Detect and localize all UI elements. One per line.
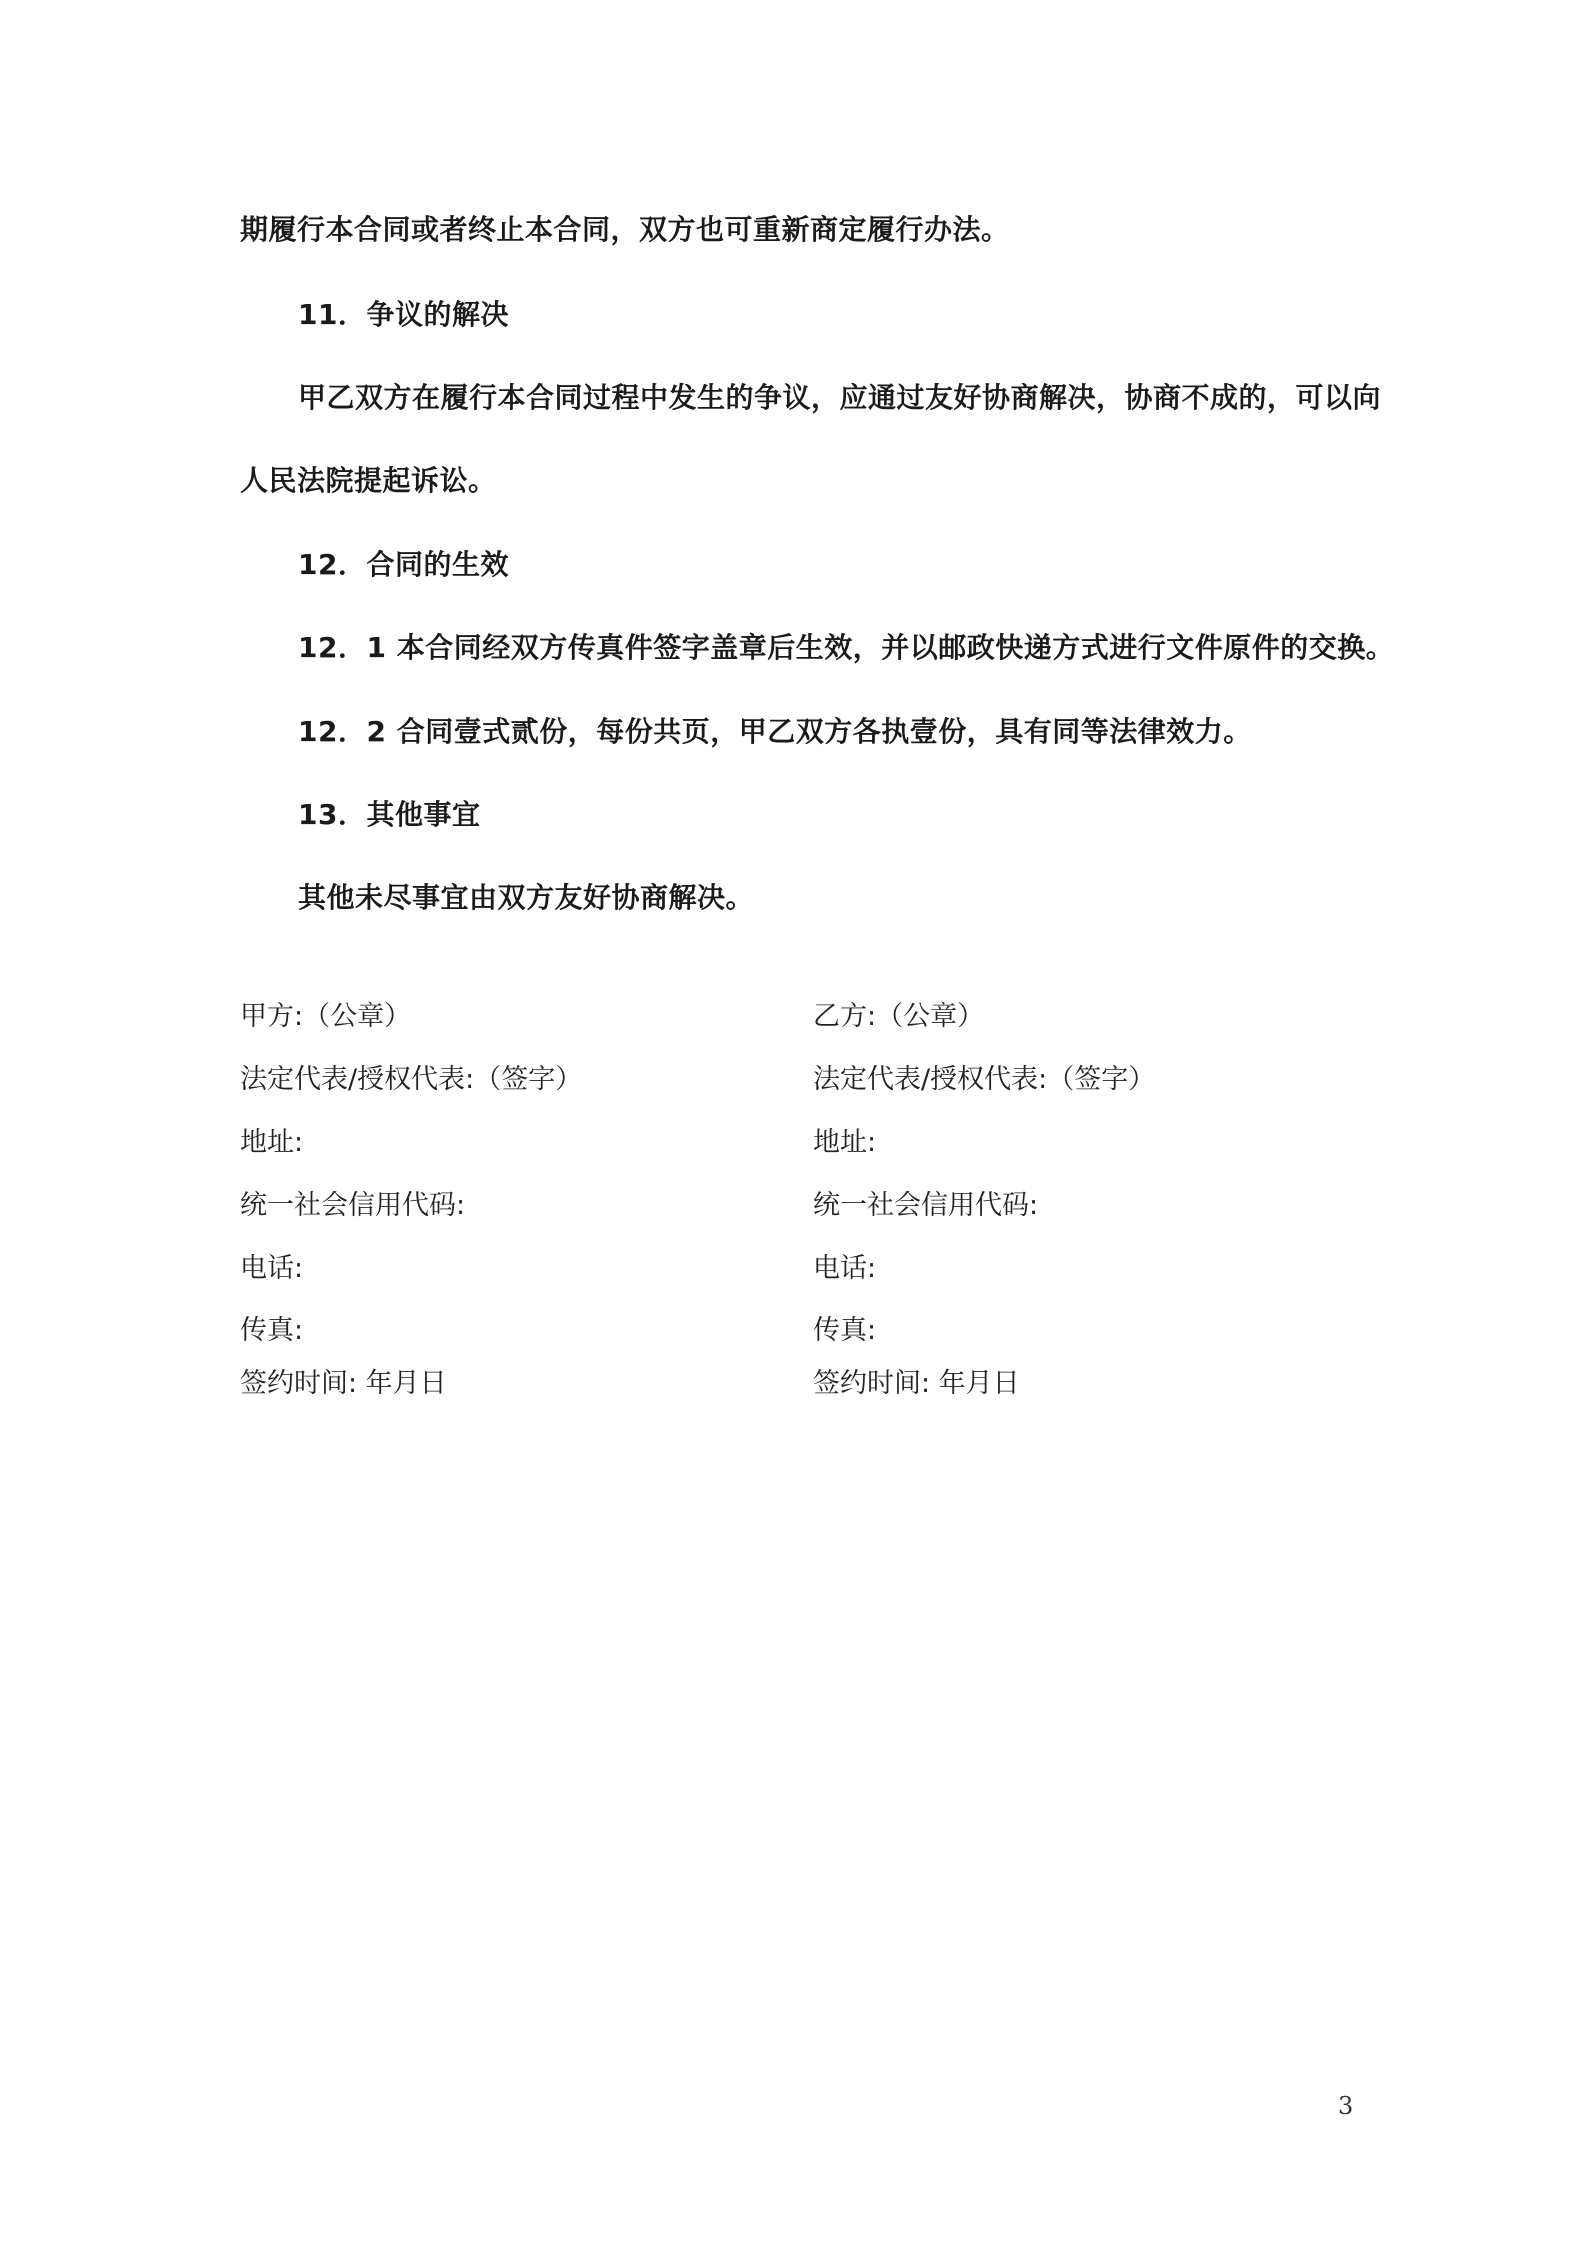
party-a-phone: 电话: xyxy=(240,1253,304,1284)
party-b-address: 地址: xyxy=(813,1127,877,1158)
heading-dispute-resolution: 11．争议的解决 xyxy=(298,298,509,331)
page-number: 3 xyxy=(1338,2092,1354,2120)
heading-contract-effect: 12．合同的生效 xyxy=(298,548,509,581)
paragraph-dispute-line1: 甲乙双方在履行本合同过程中发生的争议，应通过友好协商解决，协商不成的，可以向 xyxy=(298,381,1382,414)
party-a-fax: 传真: xyxy=(240,1315,304,1346)
party-b-seal: 乙方:（公章） xyxy=(813,1001,985,1032)
party-a-seal: 甲方:（公章） xyxy=(240,1001,412,1032)
party-b-representative: 法定代表/授权代表:（签字） xyxy=(813,1064,1156,1095)
party-b-phone: 电话: xyxy=(813,1253,877,1284)
paragraph-dispute-line2: 人民法院提起诉讼。 xyxy=(240,464,497,497)
party-b-signing-date: 签约时间: 年月日 xyxy=(813,1368,1020,1399)
party-a-representative: 法定代表/授权代表:（签字） xyxy=(240,1064,583,1095)
paragraph-other-matters: 其他未尽事宜由双方友好协商解决。 xyxy=(298,881,755,914)
party-a-signing-date: 签约时间: 年月日 xyxy=(240,1368,447,1399)
party-a-address: 地址: xyxy=(240,1127,304,1158)
paragraph-effect-12-1: 12．1 本合同经双方传真件签字盖章后生效，并以邮政快递方式进行文件原件的交换。 xyxy=(298,631,1395,664)
party-b-fax: 传真: xyxy=(813,1315,877,1346)
paragraph-continuation: 期履行本合同或者终止本合同，双方也可重新商定履行办法。 xyxy=(240,213,1010,246)
paragraph-effect-12-2: 12．2 合同壹式贰份，每份共页，甲乙双方各执壹份，具有同等法律效力。 xyxy=(298,715,1252,748)
party-b-credit-code: 统一社会信用代码: xyxy=(813,1190,1039,1221)
heading-other-matters: 13．其他事宜 xyxy=(298,798,481,831)
party-a-credit-code: 统一社会信用代码: xyxy=(240,1190,466,1221)
